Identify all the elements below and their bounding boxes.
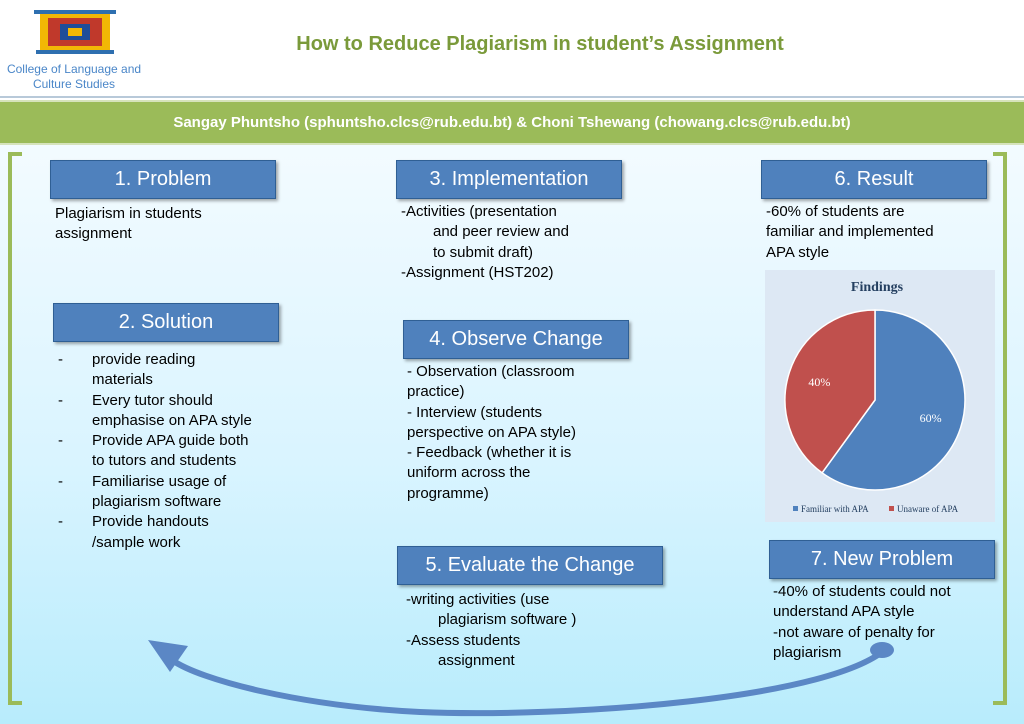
solution-list <box>55 350 255 553</box>
evaluate-text <box>406 590 646 671</box>
evaluate-line: plagiarism software ) <box>438 611 577 629</box>
new-problem-line: plagiarism <box>773 643 842 661</box>
left-bracket <box>8 152 22 705</box>
result-heading: 6. Result <box>761 160 987 199</box>
evaluate-line: assignment <box>438 651 515 669</box>
problem-line: Plagiarism in students <box>55 205 202 222</box>
chart-title: Findings <box>850 280 904 295</box>
implementation-heading: 3. Implementation <box>396 160 622 199</box>
pie-data-label: 60% <box>919 411 942 426</box>
evaluate-heading: 5. Evaluate the Change <box>397 546 663 585</box>
new-problem-line: -not aware of penalty for <box>773 623 935 641</box>
implementation-line: and peer review and <box>433 223 569 241</box>
result-line: APA style <box>766 243 830 261</box>
observe-line: programme) <box>407 484 489 502</box>
legend-entry: Familiar with APA <box>801 504 869 514</box>
problem-heading: 1. Problem <box>50 160 276 199</box>
authors-banner: Sangay Phuntsho (sphuntsho.clcs@rub.edu.bt) & Choni Tshewang (chowang.clcs@rub.edu.bt) <box>0 100 1024 145</box>
observe-line: - Observation (classroom <box>407 363 575 380</box>
poster-title: How to Reduce Plagiarism in student’s Assignment <box>296 33 784 55</box>
list-item: - Familiarise usage of plagiarism software <box>55 472 255 513</box>
new-problem-heading: 7. New Problem <box>769 540 995 579</box>
observe-line: perspective on APA style) <box>407 423 576 441</box>
observe-line: practice) <box>407 383 465 401</box>
evaluate-line: -Assess students <box>406 631 521 649</box>
college-name: College of Language and Culture Studies <box>6 62 142 91</box>
implementation-line: -Assignment (HST202) <box>401 263 554 281</box>
list-item: - Every tutor should emphasise on APA style <box>55 391 255 432</box>
implementation-line: -Activities (presentation <box>401 203 557 220</box>
evaluate-line: -writing activities (use <box>406 591 550 608</box>
implementation-text <box>401 202 641 283</box>
solution-heading: 2. Solution <box>53 303 279 342</box>
new-problem-line: -40% of students could not <box>773 583 951 600</box>
new-problem-text <box>773 582 998 663</box>
legend-swatch <box>793 506 798 511</box>
problem-text <box>55 204 285 245</box>
list-item: - Provide APA guide both to tutors and students <box>55 431 255 472</box>
legend-swatch <box>889 506 894 511</box>
legend-entry: Unaware of APA <box>897 504 959 514</box>
result-line: -60% of students are <box>766 203 905 220</box>
implementation-line: to submit draft) <box>433 243 534 261</box>
observe-line: uniform across the <box>407 464 531 482</box>
list-item: - Provide handouts /sample work <box>55 512 255 553</box>
list-item: - provide reading materials <box>55 350 255 391</box>
result-text <box>766 202 996 263</box>
observe-text <box>407 362 647 504</box>
result-line: familiar and implemented <box>766 223 934 241</box>
pie-data-label: 40% <box>808 374 831 389</box>
observe-heading: 4. Observe Change <box>403 320 629 359</box>
pie-chart-svg <box>765 270 995 522</box>
problem-line: assignment <box>55 225 132 243</box>
observe-line: - Interview (students <box>407 403 543 421</box>
observe-line: - Feedback (whether it is <box>407 444 572 462</box>
new-problem-line: understand APA style <box>773 603 915 621</box>
findings-chart <box>765 270 995 522</box>
